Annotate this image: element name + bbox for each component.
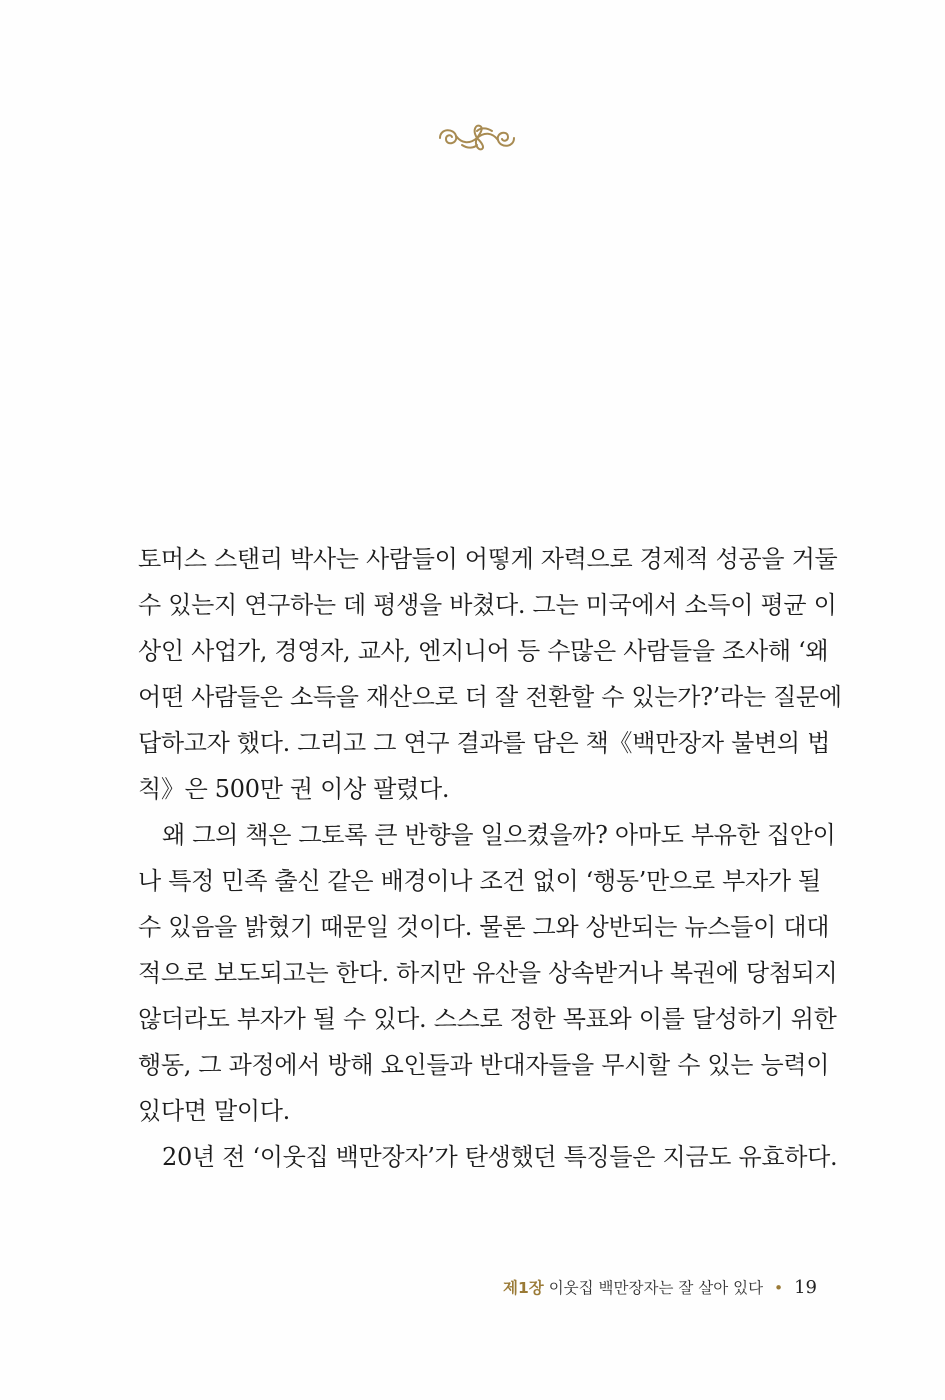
page-number: 19: [794, 1277, 817, 1298]
body-text: [138, 536, 842, 1180]
paragraph: [138, 812, 838, 1134]
paragraph: [138, 536, 842, 812]
page-footer: [503, 1276, 817, 1298]
text-line: 토머스 스탠리 박사는 사람들이 어떻게 자력으로 경제적 성공을 거둘: [138, 545, 838, 573]
text-line: 나 특정 민족 출신 같은 배경이나 조건 없이 ‘행동’만으로 부자가 될: [138, 867, 821, 895]
text-line: 칙》은 500만 권 이상 팔렸다.: [138, 775, 450, 803]
paragraph: [138, 1134, 838, 1180]
text-line: 있다면 말이다.: [138, 1097, 290, 1125]
flourish-ornament-icon: [432, 118, 522, 158]
chapter-label: 제1장: [503, 1279, 544, 1297]
text-line: 왜 그의 책은 그토록 큰 반향을 일으켰을까? 아마도 부유한 집안이: [162, 821, 836, 849]
text-line: 적으로 보도되고는 한다. 하지만 유산을 상속받거나 복권에 당첨되지: [138, 959, 838, 987]
text-line: 20년 전 ‘이웃집 백만장자’가 탄생했던 특징들은 지금도 유효하다.: [162, 1143, 838, 1171]
text-line: 않더라도 부자가 될 수 있다. 스스로 정한 목표와 이를 달성하기 위한: [138, 1005, 837, 1033]
text-line: 행동, 그 과정에서 방해 요인들과 반대자들을 무시할 수 있는 능력이: [138, 1051, 830, 1079]
text-line: 답하고자 했다. 그리고 그 연구 결과를 담은 책《백만장자 불변의 법: [138, 729, 830, 757]
text-line: 수 있는지 연구하는 데 평생을 바쳤다. 그는 미국에서 소득이 평균 이: [138, 591, 837, 619]
text-line: 상인 사업가, 경영자, 교사, 엔지니어 등 수많은 사람들을 조사해 ‘왜: [138, 637, 829, 665]
text-line: 수 있음을 밝혔기 때문일 것이다. 물론 그와 상반되는 뉴스들이 대대: [138, 913, 830, 941]
chapter-title: 이웃집 백만장자는 잘 살아 있다: [548, 1279, 764, 1297]
footer-separator: •: [774, 1279, 784, 1297]
text-line: 어떤 사람들은 소득을 재산으로 더 잘 전환할 수 있는가?’라는 질문에: [138, 683, 842, 711]
